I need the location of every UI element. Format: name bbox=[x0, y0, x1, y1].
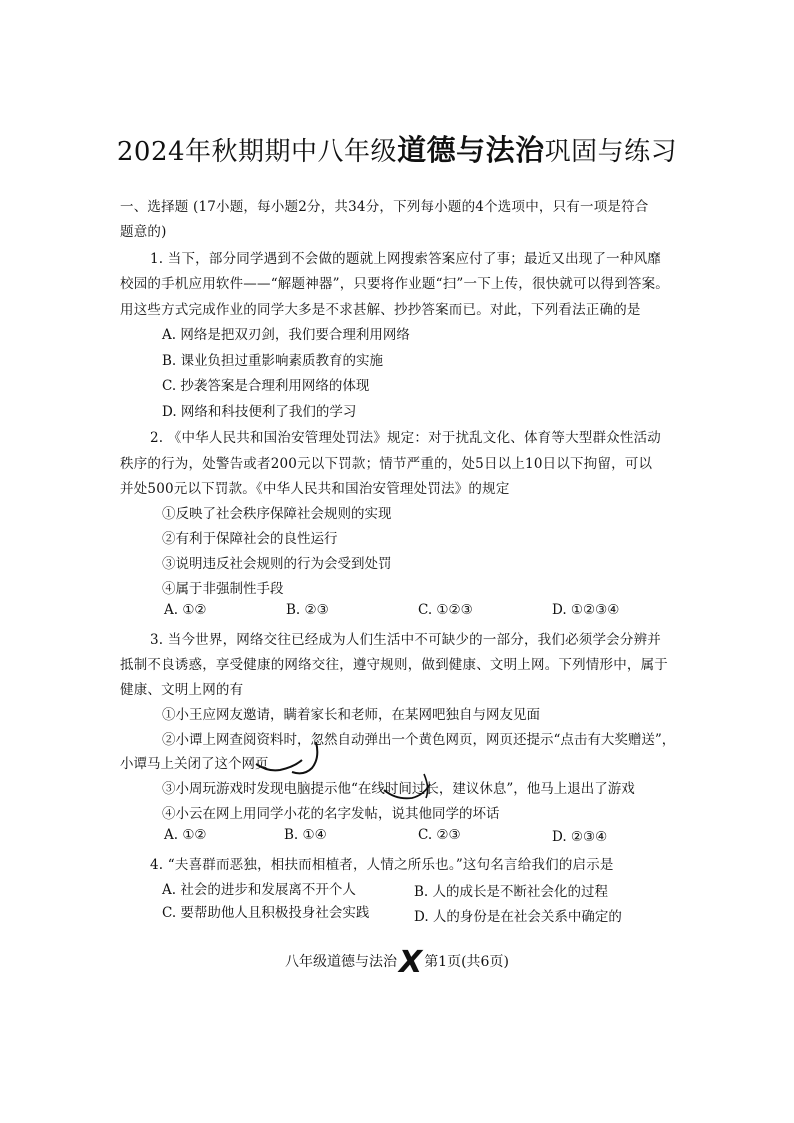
q1-option-b: B. 课业负担过重影响素质教育的实施 bbox=[162, 353, 384, 369]
q2-statement: ②有利于保障社会的良性运行 bbox=[162, 531, 338, 547]
q3-statement: ④小云在网上用同学小花的名字发帖，说其他同学的坏话 bbox=[162, 806, 500, 822]
q1-stem-line: 1. 当下，部分同学遇到不会做的题就上网搜索答案应付了事；最近又出现了一种风靡 bbox=[150, 251, 661, 267]
q1-option-a: A. 网络是把双刃剑，我们要合理利用网络 bbox=[162, 327, 410, 343]
q2-option-d: D. ①②③④ bbox=[552, 602, 620, 618]
pen-stroke bbox=[292, 742, 317, 773]
title-suffix: 巩固与练习 bbox=[544, 137, 678, 167]
q3-option-b: B. ①④ bbox=[284, 827, 327, 843]
pen-stroke bbox=[424, 774, 428, 798]
q2-statement: ④属于非强制性手段 bbox=[162, 581, 284, 597]
q4-option-b: B. 人的成长是不断社会化的过程 bbox=[414, 884, 609, 900]
q1-stem-line: 用这些方式完成作业的同学大多是不求甚解、抄抄答案而已。对此，下列看法正确的是 bbox=[120, 302, 641, 318]
q3-option-d: D. ②③④ bbox=[552, 829, 608, 845]
pen-stroke bbox=[384, 784, 430, 798]
q1-option-c: C. 抄袭答案是合理利用网络的体现 bbox=[162, 378, 370, 394]
q1-option-d: D. 网络和科技便利了我们的学习 bbox=[162, 404, 357, 420]
q3-option-c: C. ②③ bbox=[418, 827, 461, 843]
q2-statement: ③说明违反社会规则的行为会受到处罚 bbox=[162, 556, 392, 572]
footer-subject: 八年级道德与法治 bbox=[285, 954, 398, 970]
q2-stem-line: 并处500元以下罚款。《中华人民共和国治安管理处罚法》的规定 bbox=[120, 481, 510, 497]
q4-option-a: A. 社会的进步和发展离不开个人 bbox=[162, 882, 356, 898]
q3-stem-line: 3. 当今世界，网络交往已经成为人们生活中不可缺少的一部分，我们必须学会分辨并 bbox=[150, 632, 661, 648]
section-heading: 一、选择题 (17小题，每小题2分，共34分，下列每小题的4个选项中，只有一项是符合 bbox=[120, 199, 649, 215]
q3-statement: ③小周玩游戏时发现电脑提示他“在线时间过长，建议休息”，他马上退出了游戏 bbox=[162, 781, 635, 797]
q3-statement-cont: 小谭马上关闭了这个网页 bbox=[120, 756, 269, 772]
q3-stem-line: 抵制不良诱惑，享受健康的网络交往，遵守规则，做到健康、文明上网。下列情形中，属于 bbox=[120, 657, 668, 673]
q2-option-c: C. ①②③ bbox=[418, 602, 473, 618]
q1-stem-line: 校园的手机应用软件——“解题神器”，只要将作业题“扫”一下上传，很快就可以得到答案。 bbox=[120, 276, 670, 292]
title-subject: 道德与法治 bbox=[397, 133, 545, 167]
handwritten-x-mark: X bbox=[399, 945, 423, 980]
q4-stem-line: 4. “夫喜群而恶独，相扶而相植者，人情之所乐也。”这句名言给我们的启示是 bbox=[150, 857, 614, 873]
footer-page-number: 第1页(共6页) bbox=[424, 954, 509, 970]
q2-stem-line: 2. 《中华人民共和国治安管理处罚法》规定：对于扰乱文化、体育等大型群众性活动 bbox=[150, 430, 661, 446]
q4-option-d: D. 人的身份是在社会关系中确定的 bbox=[414, 909, 622, 925]
q2-option-a: A. ①② bbox=[164, 602, 207, 618]
section-heading-cont: 题意的) bbox=[120, 224, 167, 240]
q3-statement: ②小谭上网查阅资料时，忽然自动弹出一个黄色网页，网页还提示“点击有大奖赠送”， bbox=[162, 732, 676, 748]
q2-stem-line: 秩序的行为，处警告或者200元以下罚款；情节严重的，处5日以上10日以下拘留，可以 bbox=[120, 456, 653, 472]
q4-option-c: C. 要帮助他人且积极投身社会实践 bbox=[162, 905, 370, 921]
q2-statement: ①反映了社会秩序保障社会规则的实现 bbox=[162, 506, 392, 522]
pen-stroke bbox=[256, 760, 302, 770]
title-prefix: 2024年秋期期中八年级 bbox=[116, 137, 398, 167]
q2-option-b: B. ②③ bbox=[286, 602, 329, 618]
q3-option-a: A. ①② bbox=[164, 827, 207, 843]
q3-statement: ①小王应网友邀请，瞒着家长和老师，在某网吧独自与网友见面 bbox=[162, 707, 540, 723]
q3-stem-line: 健康、文明上网的有 bbox=[120, 682, 244, 698]
